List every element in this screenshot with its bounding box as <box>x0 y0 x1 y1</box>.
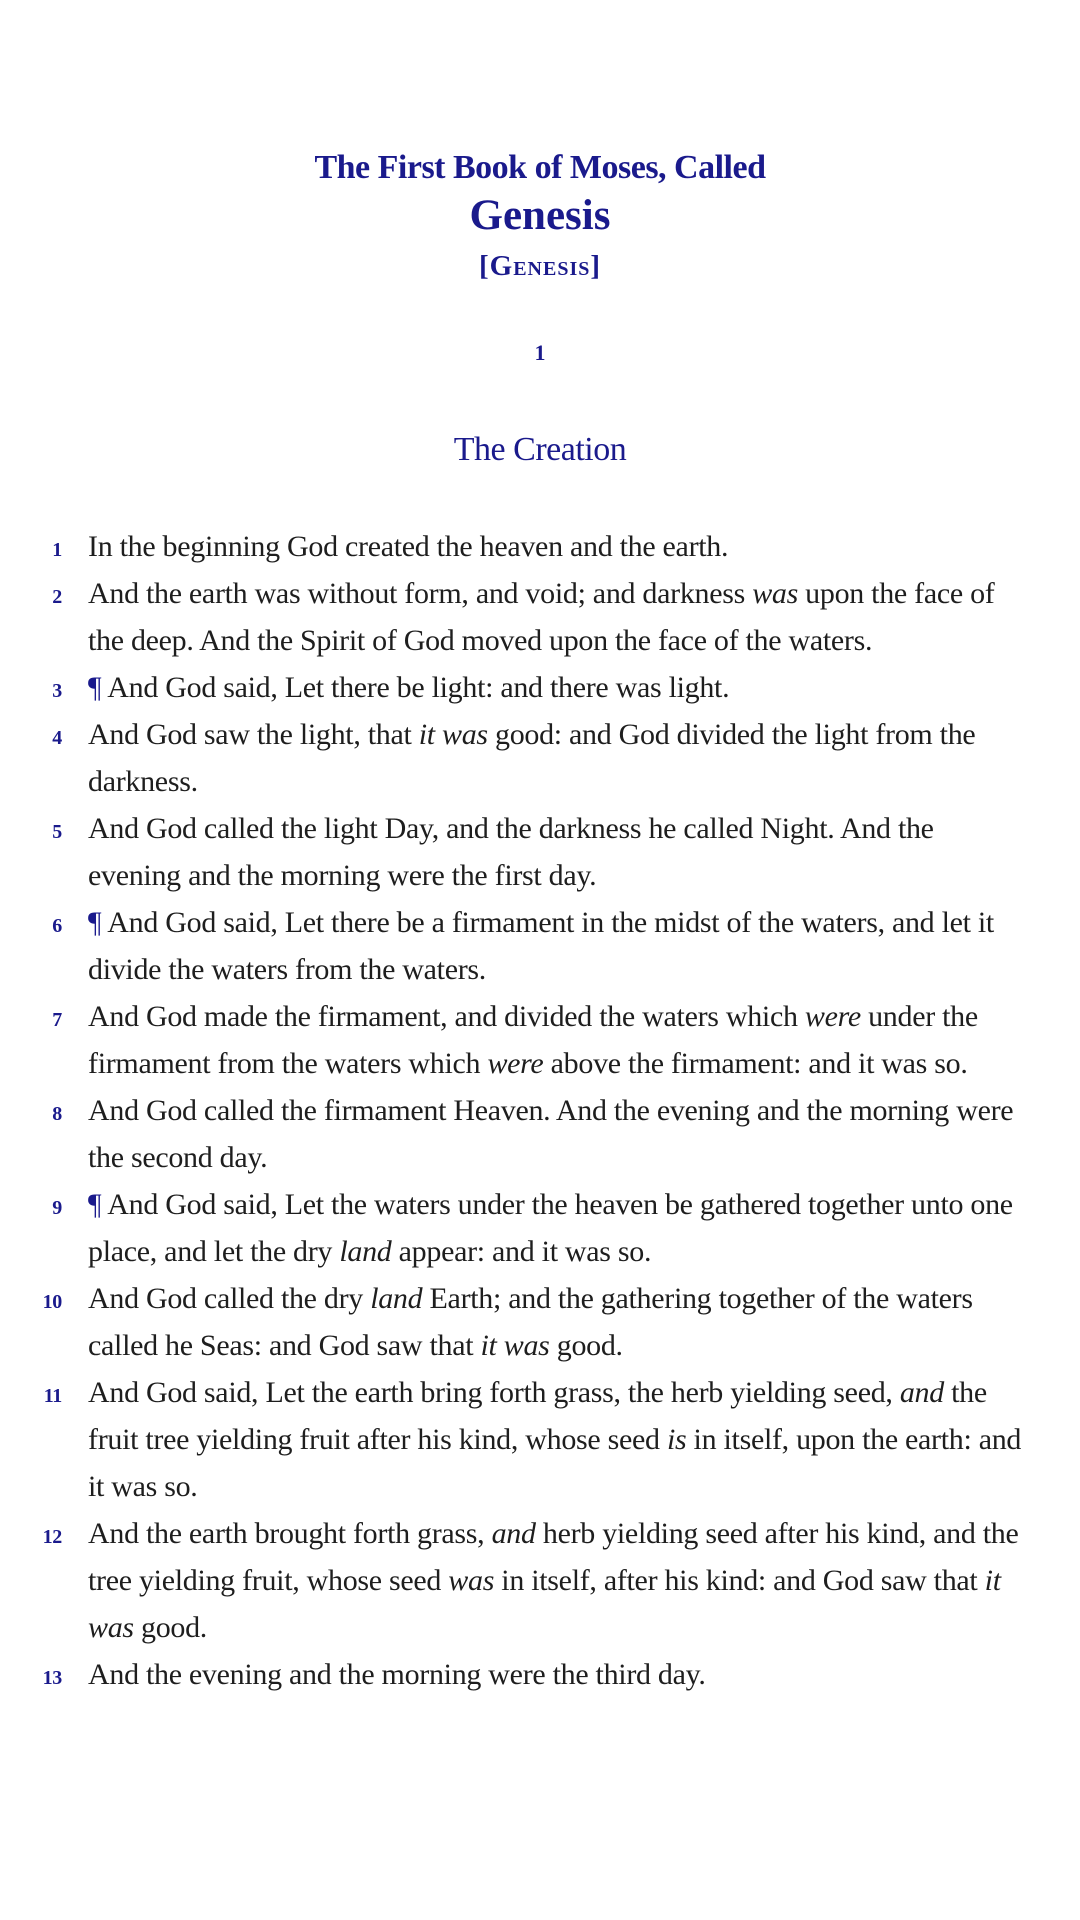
italic-supplied-word: were <box>804 1000 861 1033</box>
verse-text-segment: herb yielding seed after his kind, and the tree yielding fruit, whose seed <box>88 1517 1019 1597</box>
verse-text <box>88 530 728 563</box>
verse-number: 13 <box>42 1667 62 1689</box>
book-abbreviation: [Genesis] <box>478 250 602 282</box>
verse-text <box>88 577 994 657</box>
verse-text-segment: appear: and it was so. <box>391 1235 652 1268</box>
verse-10[interactable] <box>0 1275 1080 1369</box>
italic-supplied-word: it was <box>418 718 488 751</box>
verse-text-segment: And God made the firmament, and divided the waters which <box>88 1000 805 1033</box>
verse-text-segment: in itself, after his kind: and God saw that <box>494 1564 985 1597</box>
verse-number: 7 <box>52 1009 62 1031</box>
verse-text <box>88 718 975 798</box>
verse-text-segment: the fruit tree yielding fruit after his kind, whose seed <box>88 1376 987 1456</box>
verse-3[interactable] <box>0 664 1080 711</box>
verse-text <box>88 1282 973 1362</box>
verse-text <box>88 1658 706 1691</box>
verse-text-segment: In the beginning God created the heaven and the earth. <box>88 530 729 563</box>
book-title: The First Book of Moses, Called <box>314 149 766 186</box>
italic-supplied-word: and <box>491 1517 536 1550</box>
verse-text <box>88 906 994 986</box>
verse-5[interactable] <box>0 805 1080 899</box>
verse-9[interactable] <box>0 1181 1080 1275</box>
verse-number: 3 <box>52 680 62 702</box>
verse-number: 11 <box>43 1385 62 1407</box>
verse-text-segment: upon the face of the deep. And the Spirit of God moved upon the face of the waters. <box>88 577 995 657</box>
verse-text-segment: And the evening and the morning were the third day. <box>88 1658 706 1691</box>
italic-supplied-word: and <box>899 1376 944 1409</box>
verse-number: 8 <box>52 1103 62 1125</box>
verse-text-segment: under the firmament from the waters which <box>88 1000 978 1080</box>
verse-text <box>88 1000 978 1080</box>
verse-text-segment: good. <box>549 1329 623 1362</box>
verse-6[interactable] <box>0 899 1080 993</box>
verse-number: 10 <box>42 1291 62 1313</box>
verse-12[interactable] <box>0 1510 1080 1651</box>
verse-text-segment: And God called the light Day, and the darkness he called Night. And the evening and the morning were the first day. <box>88 812 934 892</box>
verse-text-segment: good. <box>133 1611 207 1644</box>
verse-text <box>88 1188 1013 1268</box>
italic-supplied-word: it was <box>88 1564 1001 1644</box>
verse-text-segment: Earth; and the gathering together of the waters called he Seas: and God saw that <box>88 1282 973 1362</box>
verse-text-segment: And God said, Let the earth bring forth grass, the herb yielding seed, <box>88 1376 900 1409</box>
section-heading: The Creation <box>453 431 627 468</box>
italic-supplied-word: is <box>666 1423 687 1456</box>
verse-11[interactable] <box>0 1369 1080 1510</box>
verse-text-segment: And God called the firmament Heaven. And the evening and the morning were the second day. <box>88 1094 1014 1174</box>
italic-supplied-word: land <box>370 1282 423 1315</box>
verse-2[interactable] <box>0 570 1080 664</box>
chapter-number: 1 <box>534 340 546 365</box>
verse-text-segment: And God said, Let there be a firmament in the midst of the waters, and let it divide the waters from the waters. <box>88 906 994 986</box>
italic-supplied-word: land <box>339 1235 392 1268</box>
verse-number: 5 <box>52 821 62 843</box>
verse-text-segment: good: and God divided the light from the darkness. <box>88 718 976 798</box>
verse-text-segment: And God saw the light, that <box>88 718 419 751</box>
verse-text <box>88 1094 1013 1174</box>
verse-number: 9 <box>52 1197 62 1219</box>
book-name: Genesis <box>469 192 611 239</box>
verse-text-segment: And the earth was without form, and void; and darkness <box>88 577 753 610</box>
verse-text-segment: And God said, Let there be light: and there was light. <box>107 671 730 704</box>
verse-number: 2 <box>52 586 62 608</box>
verse-8[interactable] <box>0 1087 1080 1181</box>
verse-number: 12 <box>42 1526 62 1548</box>
pilcrow-mark: ¶ <box>88 906 102 939</box>
pilcrow-mark: ¶ <box>88 1188 102 1221</box>
verse-13[interactable] <box>0 1651 1080 1698</box>
verse-text-segment: And God said, Let the waters under the heaven be gathered together unto one place, and let the dry <box>88 1188 1013 1268</box>
verse-4[interactable] <box>0 711 1080 805</box>
verse-text <box>88 1376 1021 1503</box>
verse-list <box>0 523 1080 1698</box>
verse-number: 4 <box>52 727 62 749</box>
verse-text-segment: above the firmament: and it was so. <box>543 1047 968 1080</box>
pilcrow-mark: ¶ <box>88 671 102 704</box>
italic-supplied-word: were <box>487 1047 544 1080</box>
italic-supplied-word: was <box>752 577 798 610</box>
verse-number: 1 <box>52 539 62 561</box>
verse-1[interactable] <box>0 523 1080 570</box>
italic-supplied-word: was <box>448 1564 495 1597</box>
verse-7[interactable] <box>0 993 1080 1087</box>
italic-supplied-word: it was <box>480 1329 550 1362</box>
verse-text <box>88 1517 1018 1644</box>
verse-text-segment: And God called the dry <box>88 1282 371 1315</box>
verse-text-segment: And the earth brought forth grass, <box>88 1517 492 1550</box>
verse-text-segment: in itself, upon the earth: and it was so. <box>88 1423 1022 1503</box>
verse-text <box>88 671 729 704</box>
book-header <box>0 146 1080 286</box>
verse-number: 6 <box>52 915 62 937</box>
verse-text <box>88 812 934 892</box>
